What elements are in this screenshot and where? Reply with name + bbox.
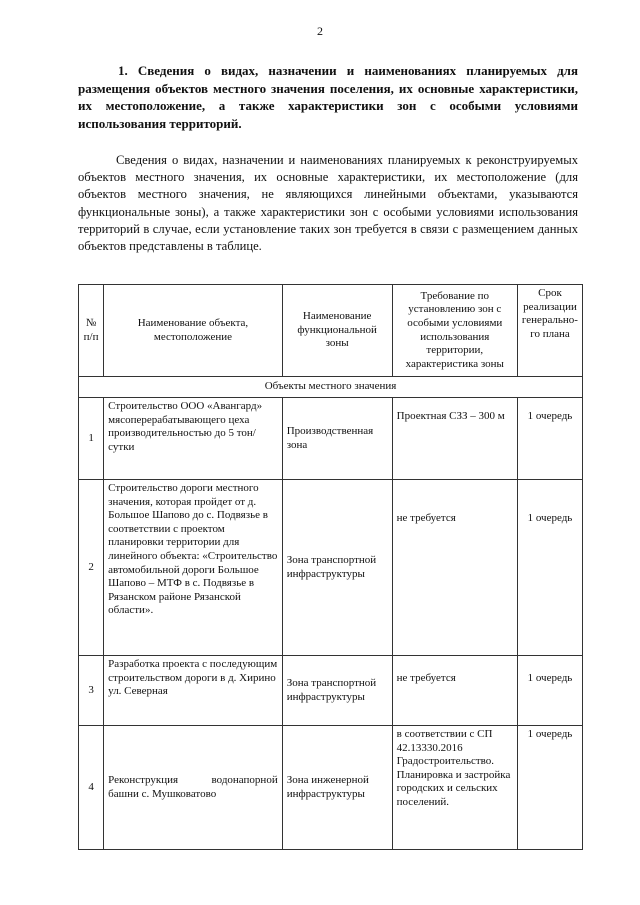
objects-table	[78, 284, 583, 850]
row-zone: Зона транспортной инфраструктуры	[282, 480, 392, 656]
table-header-row	[79, 285, 583, 377]
row-object: Строительство дороги местного значения, которая пройдет от д. Большое Шапово до с. Подвязье в соответствии с проектом планировки территории для линейного объекта: «Строительство автомобильной дороги Большое Шапово – МТФ в с. Подвязье в Рязанском районе Рязанской области».	[104, 480, 283, 656]
row-term: 1 очередь	[517, 398, 582, 480]
header-term: Срок реализации генерально-го плана	[517, 285, 582, 377]
row-zone: Зона инженерной инфраструктуры	[282, 726, 392, 850]
header-zone: Наименование функциональной зоны	[282, 285, 392, 377]
row-object: Реконструкция водонапорной башни с. Мушковатово	[104, 726, 283, 850]
row-term: 1 очередь	[517, 656, 582, 726]
row-requirement: не требуется	[392, 656, 517, 726]
row-term: 1 очередь	[517, 480, 582, 656]
row-term: 1 очередь	[517, 726, 582, 850]
row-requirement: не требуется	[392, 480, 517, 656]
row-num: 2	[79, 480, 104, 656]
header-object: Наименование объекта, местоположение	[104, 285, 283, 377]
section-title: Объекты местного значения	[79, 377, 583, 398]
section-row	[79, 377, 583, 398]
row-requirement: Проектная СЗЗ – 300 м	[392, 398, 517, 480]
table-row	[79, 480, 583, 656]
table-row	[79, 656, 583, 726]
table-row	[79, 726, 583, 850]
row-object: Строительство ООО «Авангард» мясоперерабатывающего цеха производительностью до 5 тон/сутки	[104, 398, 283, 480]
row-object: Разработка проекта с последующим строительством дороги в д. Хирино ул. Северная	[104, 656, 283, 726]
row-zone: Зона транспортной инфраструктуры	[282, 656, 392, 726]
table-row	[79, 398, 583, 480]
intro-paragraph: Сведения о видах, назначении и наименованиях планируемых к реконструируемых объектов местного значения, их основные характеристики, их местоположение (для объектов местного значения, не являющихся линейными объектами, указываются функциональные зоны), а также характеристики зон с особыми условиями использования территорий в случае, если установление таких зон требуется в связи с размещением данных объектов представлены в таблице.	[78, 153, 578, 254]
header-num: № п/п	[79, 285, 104, 377]
row-zone: Производственная зона	[282, 398, 392, 480]
row-num: 1	[79, 398, 104, 480]
row-requirement: в соответствии с СП 42.13330.2016 Градостроительство. Планировка и застройка городских и сельских поселений.	[392, 726, 517, 850]
header-requirement: Требование по установлению зон с особыми условиями использования территории, характеристика зоны	[392, 285, 517, 377]
section-heading: 1. Сведения о видах, назначении и наименованиях планируемых для размещения объектов местного значения поселения, их основные характеристики, их местоположение, а также характеристики зон с особыми условиями использования территорий.	[78, 63, 578, 131]
page-number: 2	[317, 24, 323, 38]
row-num: 4	[79, 726, 104, 850]
row-num: 3	[79, 656, 104, 726]
